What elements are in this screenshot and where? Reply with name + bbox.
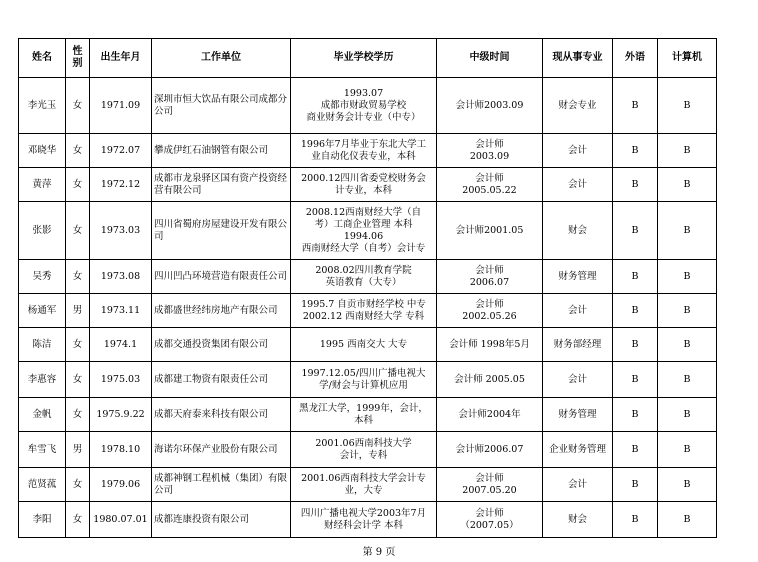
column-header-comp: 计算机 (658, 39, 717, 78)
cell-line: 黑龙江大学，1999年，会计， (299, 402, 428, 414)
cell-birth: 1980.07.01 (90, 502, 152, 538)
cell-gender: 女 (66, 134, 90, 168)
cell-mid (437, 398, 543, 432)
cell-line: 会计师 (475, 138, 504, 150)
cell-mid (437, 78, 543, 134)
cell-name: 张影 (19, 202, 66, 260)
cell-edu (291, 294, 437, 328)
cell-major: 财务部经理 (543, 328, 613, 362)
cell-gender: 女 (66, 502, 90, 538)
cell-line: 1995 西南交大 大专 (319, 338, 408, 350)
cell-line: 会计师2003.09 (455, 99, 524, 111)
cell-line: 会计师 (475, 264, 504, 276)
cell-name: 邓晓华 (19, 134, 66, 168)
column-header-birth: 出生年月 (90, 39, 152, 78)
cell-mid (437, 468, 543, 502)
cell-lang: B (613, 168, 658, 202)
cell-mid (437, 432, 543, 468)
cell-line: 2001.06西南科技大学 (315, 437, 412, 449)
cell-line: 2002.05.26 (462, 310, 517, 322)
cell-name: 吴秀 (19, 260, 66, 294)
cell-unit: 成都天府泰来科技有限公司 (152, 398, 291, 432)
cell-line: 会计师 (475, 172, 504, 184)
cell-major: 财会 (543, 502, 613, 538)
cell-line: 业自动化仪表专业，本科 (311, 150, 416, 162)
header-row (19, 39, 717, 78)
cell-comp: B (658, 432, 717, 468)
cell-lang: B (613, 502, 658, 538)
cell-major: 会计 (543, 468, 613, 502)
cell-comp: B (658, 502, 717, 538)
cell-unit: 成都交通投资集团有限公司 (152, 328, 291, 362)
table-row (19, 78, 717, 134)
cell-lang: B (613, 294, 658, 328)
cell-line: 2005.05.22 (462, 184, 517, 196)
table-row (19, 328, 717, 362)
cell-unit: 成都市龙泉驿区国有资产投资经营有限公司 (152, 168, 291, 202)
cell-line: 1994.06 (343, 230, 384, 242)
cell-line: 四川广播电视大学2003年7月 (300, 507, 427, 519)
cell-edu (291, 134, 437, 168)
cell-name: 牟雪飞 (19, 432, 66, 468)
cell-gender: 男 (66, 294, 90, 328)
cell-birth: 1979.06 (90, 468, 152, 502)
table-row (19, 260, 717, 294)
cell-line: 2007.05.20 (462, 484, 517, 496)
cell-line: 财经科会计学 本科 (323, 519, 404, 531)
cell-birth: 1972.12 (90, 168, 152, 202)
cell-line: 2002.12 西南财经大学 专科 (302, 310, 425, 322)
table-body (19, 78, 717, 538)
cell-comp: B (658, 294, 717, 328)
cell-edu (291, 328, 437, 362)
cell-gender: 女 (66, 362, 90, 398)
cell-birth: 1971.09 (90, 78, 152, 134)
cell-name: 陈洁 (19, 328, 66, 362)
cell-unit: 成都连康投资有限公司 (152, 502, 291, 538)
cell-edu (291, 468, 437, 502)
cell-birth: 1973.03 (90, 202, 152, 260)
cell-line: 本科 (353, 414, 373, 426)
column-header-unit: 工作单位 (152, 39, 291, 78)
cell-name: 李阳 (19, 502, 66, 538)
cell-gender: 女 (66, 260, 90, 294)
cell-birth: 1978.10 (90, 432, 152, 468)
cell-name: 李光玉 (19, 78, 66, 134)
cell-gender: 女 (66, 398, 90, 432)
cell-unit: 成都神钢工程机械（集团）有限公司 (152, 468, 291, 502)
cell-line: 1997.12.05/四川广播电视大 (301, 367, 426, 379)
cell-birth: 1972.07 (90, 134, 152, 168)
cell-line: 业，大专 (344, 484, 383, 496)
column-header-major: 现从事专业 (543, 39, 613, 78)
cell-major: 会计 (543, 294, 613, 328)
cell-line: 1995.7 自贡市财经学校 中专 (301, 298, 426, 310)
table-row (19, 168, 717, 202)
cell-name: 李惠容 (19, 362, 66, 398)
cell-major: 会计 (543, 134, 613, 168)
cell-line: 会计师2006.07 (455, 443, 524, 455)
cell-lang: B (613, 362, 658, 398)
cell-lang: B (613, 78, 658, 134)
table-row (19, 432, 717, 468)
column-header-gender: 性别 (66, 39, 90, 78)
cell-line: 会计师2001.05 (455, 224, 524, 236)
cell-line: 会计，专科 (339, 449, 388, 461)
cell-major: 会计 (543, 362, 613, 398)
cell-gender: 女 (66, 468, 90, 502)
cell-mid (437, 260, 543, 294)
cell-line: 1996年7月毕业于东北大学工 (300, 138, 427, 150)
cell-lang: B (613, 328, 658, 362)
cell-name: 范贤菰 (19, 468, 66, 502)
cell-gender: 女 (66, 202, 90, 260)
staff-table (18, 38, 717, 538)
cell-name: 金帆 (19, 398, 66, 432)
cell-line: 1993.07 (343, 87, 384, 99)
page-number: 第 9 页 (362, 547, 396, 558)
cell-unit: 攀成伊红石油钢管有限公司 (152, 134, 291, 168)
cell-gender: 男 (66, 432, 90, 468)
cell-line: 学/财会与计算机应用 (319, 379, 408, 391)
cell-edu (291, 502, 437, 538)
cell-birth: 1975.9.22 (90, 398, 152, 432)
cell-comp: B (658, 134, 717, 168)
cell-line: 2006.07 (469, 276, 510, 288)
cell-lang: B (613, 202, 658, 260)
cell-gender: 女 (66, 78, 90, 134)
cell-comp: B (658, 168, 717, 202)
cell-edu (291, 168, 437, 202)
cell-birth: 1973.11 (90, 294, 152, 328)
cell-lang: B (613, 468, 658, 502)
cell-line: 会计师 (475, 298, 504, 310)
table-row (19, 362, 717, 398)
cell-comp: B (658, 468, 717, 502)
cell-lang: B (613, 432, 658, 468)
cell-line: 会计师 (475, 472, 504, 484)
cell-comp: B (658, 328, 717, 362)
column-header-mid: 中级时间 (437, 39, 543, 78)
cell-unit: 四川凹凸环境营造有限责任公司 (152, 260, 291, 294)
cell-mid (437, 294, 543, 328)
table-row (19, 134, 717, 168)
cell-edu (291, 202, 437, 260)
cell-comp: B (658, 398, 717, 432)
cell-line: 会计师 2005.05 (454, 373, 525, 385)
cell-edu (291, 260, 437, 294)
cell-line: 2003.09 (469, 150, 510, 162)
cell-unit: 海诺尔环保产业股份有限公司 (152, 432, 291, 468)
cell-unit: 四川省蜀府房屋建设开发有限公司 (152, 202, 291, 260)
cell-birth: 1973.08 (90, 260, 152, 294)
cell-line: 2008.02四川教育学院 (315, 264, 412, 276)
table-row (19, 202, 717, 260)
cell-unit: 深圳市恒大饮品有限公司成都分公司 (152, 78, 291, 134)
cell-line: 成都市财政贸易学校 (320, 99, 407, 111)
cell-gender: 女 (66, 168, 90, 202)
cell-line: 西南财经大学（自考）会计专 (301, 242, 426, 254)
cell-gender: 女 (66, 328, 90, 362)
cell-mid (437, 202, 543, 260)
cell-line: 商业财务会计专业（中专） (306, 111, 421, 123)
cell-mid (437, 362, 543, 398)
cell-birth: 1974.1 (90, 328, 152, 362)
column-header-name: 姓名 (19, 39, 66, 78)
cell-line: 2000.12四川省委党校财务会 (301, 172, 426, 184)
cell-edu (291, 432, 437, 468)
cell-birth: 1975.03 (90, 362, 152, 398)
cell-comp: B (658, 202, 717, 260)
cell-major: 财会 (543, 202, 613, 260)
cell-lang: B (613, 260, 658, 294)
cell-major: 财务管理 (543, 260, 613, 294)
cell-line: 计专业，本科 (334, 184, 392, 196)
cell-lang: B (613, 398, 658, 432)
cell-name: 杨通军 (19, 294, 66, 328)
cell-comp: B (658, 362, 717, 398)
cell-mid (437, 134, 543, 168)
cell-unit: 成都盛世经纬房地产有限公司 (152, 294, 291, 328)
cell-major: 企业财务管理 (543, 432, 613, 468)
cell-comp: B (658, 260, 717, 294)
table-row (19, 502, 717, 538)
column-header-edu: 毕业学校学历 (291, 39, 437, 78)
cell-major: 会计 (543, 168, 613, 202)
column-header-lang: 外语 (613, 39, 658, 78)
cell-edu (291, 398, 437, 432)
cell-major: 财会专业 (543, 78, 613, 134)
cell-unit: 成都建工物资有限责任公司 (152, 362, 291, 398)
cell-comp: B (658, 78, 717, 134)
cell-edu (291, 362, 437, 398)
cell-line: （2007.05） (460, 519, 519, 531)
cell-name: 黄萍 (19, 168, 66, 202)
cell-mid (437, 502, 543, 538)
table-row (19, 468, 717, 502)
cell-major: 财务管理 (543, 398, 613, 432)
cell-line: 2001.06西南科技大学会计专 (301, 472, 426, 484)
cell-line: 会计师 1998年5月 (449, 338, 530, 350)
cell-mid (437, 168, 543, 202)
table-row (19, 294, 717, 328)
cell-edu (291, 78, 437, 134)
table-row (19, 398, 717, 432)
cell-line: 2008.12西南财经大学（自 (305, 206, 422, 218)
cell-line: 英语教育（大专） (325, 276, 402, 288)
cell-mid (437, 328, 543, 362)
cell-lang: B (613, 134, 658, 168)
cell-line: 考）工商企业管理 本科 (314, 218, 413, 230)
cell-line: 会计师2004年 (458, 408, 521, 420)
cell-line: 会计师 (475, 507, 504, 519)
